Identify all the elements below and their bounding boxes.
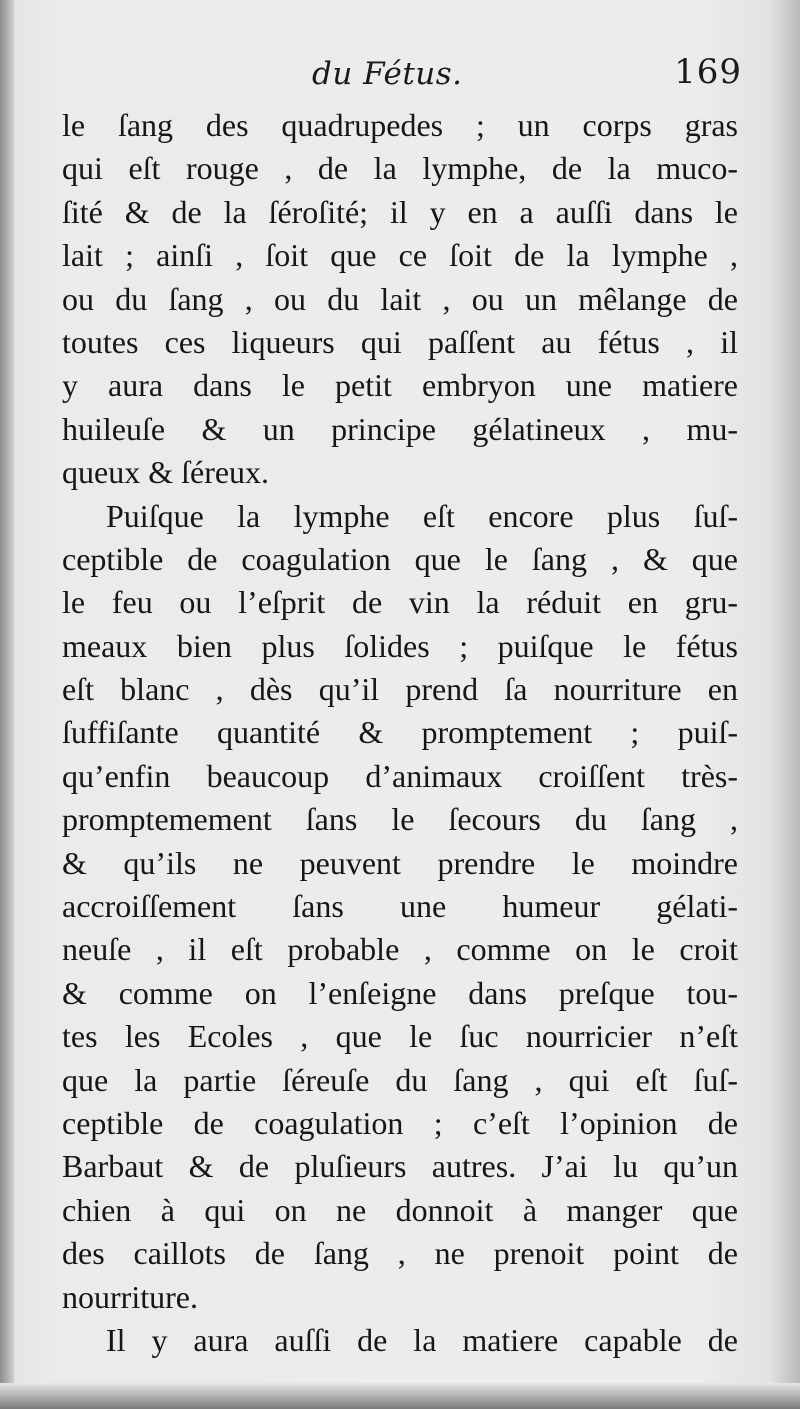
text-line: des caillots de ſang , ne prenoit point de xyxy=(62,1235,738,1272)
text-line: neuſe , il eſt probable , comme on le croit xyxy=(62,931,738,968)
text-line: ceptible de coagulation ; c’eſt l’opinion de xyxy=(62,1104,738,1141)
text-line: y aura dans le petit embryon une matiere xyxy=(62,367,738,404)
text-line: ſuffiſante quantité & promptement ; puiſ- xyxy=(62,714,738,751)
running-head: du Fétus. xyxy=(312,56,463,92)
text-line: lait ; ainſi , ſoit que ce ſoit de la lymphe , xyxy=(62,237,738,274)
text-line: & qu’ils ne peuvent prendre le moindre xyxy=(62,844,738,881)
text-line: toutes ces liqueurs qui paſſent au fétus , il xyxy=(62,323,738,360)
text-line: eſt blanc , dès qu’il prend ſa nourriture en xyxy=(62,671,738,708)
text-line: qui eſt rouge , de la lymphe, de la muco- xyxy=(62,150,738,187)
text-line: meaux bien plus ſolides ; puiſque le fétus xyxy=(62,627,738,664)
text-line: accroiſſement ſans une humeur gélati- xyxy=(62,888,738,925)
text-line: le feu ou l’eſprit de vin la réduit en gru- xyxy=(62,584,738,621)
text-line: que la partie ſéreuſe du ſang , qui eſt ſuſ- xyxy=(62,1061,738,1098)
text-line: ſité & de la ſéroſité; il y en a auſſi dans le xyxy=(62,193,738,230)
page-number: 169 xyxy=(674,52,742,92)
text-line: qu’enfin beaucoup d’animaux croiſſent très- xyxy=(62,757,738,794)
text-line: promptemement ſans le ſecours du ſang , xyxy=(62,801,738,838)
text-line: chien à qui on ne donnoit à manger que xyxy=(62,1191,738,1228)
page-bottom-shadow xyxy=(0,1383,800,1409)
text-line: ceptible de coagulation que le ſang , & que xyxy=(62,540,738,577)
text-line: queux & ſéreux. xyxy=(62,454,270,491)
body-text xyxy=(62,104,738,1362)
text-line: Barbaut & de pluſieurs autres. J’ai lu qu’un xyxy=(62,1148,738,1185)
text-line: ou du ſang , ou du lait , ou un mêlange de xyxy=(62,280,738,317)
page-gutter-shadow xyxy=(0,0,14,1409)
page-header xyxy=(62,52,742,100)
text-line: Puiſque la lymphe eſt encore plus ſuſ- xyxy=(106,497,738,534)
text-line: Il y aura auſſi de la matiere capable de xyxy=(106,1321,738,1358)
text-line: le ſang des quadrupedes ; un corps gras xyxy=(62,107,738,143)
text-line: nourriture. xyxy=(62,1278,198,1315)
text-line: tes les Ecoles , que le ſuc nourricier n’eſt xyxy=(62,1018,738,1055)
text-line: & comme on l’enſeigne dans preſque tou- xyxy=(62,974,738,1011)
text-line: huileuſe & un principe gélatineux , mu- xyxy=(62,410,738,447)
